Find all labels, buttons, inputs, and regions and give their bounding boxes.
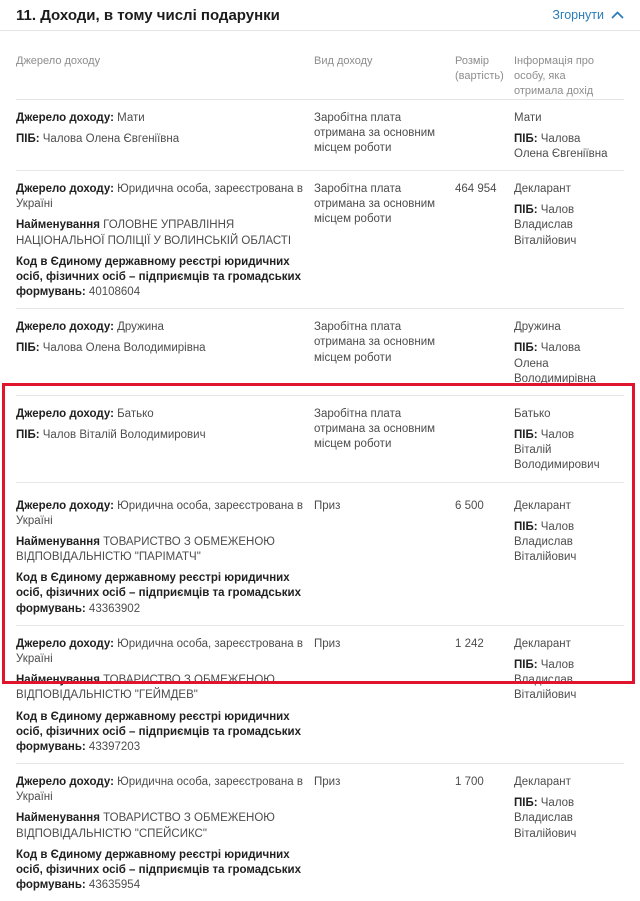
source-value: Юридична особа, зареєстрована в Україні: [16, 499, 303, 527]
column-header-type: Вид доходу: [314, 55, 373, 67]
amount-cell: 464 954: [455, 183, 497, 196]
table-row: [16, 396, 624, 483]
source-label: Джерело доходу:: [16, 321, 114, 334]
source-value: 43635954: [88, 879, 141, 892]
source-label: Код в Єдиному державному реєстрі юридичних осіб, фізичних осіб – підприємців та громадських формувань:: [16, 572, 302, 615]
section-title: 11. Доходи, в тому числі подарунки: [16, 6, 280, 24]
recipient-relation: Декларант: [514, 776, 571, 789]
source-value: ТОВАРИСТВО З ОБМЕЖЕНОЮ ВІДПОВІДАЛЬНІСТЮ "ГЕЙМДЕВ": [16, 674, 275, 702]
recipient-cell: [514, 499, 624, 625]
income-source-cell: [16, 182, 314, 308]
source-label: Джерело доходу:: [16, 183, 114, 196]
recipient-name: Чалова Олена Євгеніївна: [514, 132, 608, 160]
recipient-pib-label: ПІБ:: [514, 659, 538, 671]
income-type-cell: Заробітна плата отримана за основним місцем роботи: [314, 321, 436, 364]
source-value: Батько: [117, 407, 154, 420]
source-label: Джерело доходу:: [16, 499, 114, 512]
recipient-cell: [514, 182, 624, 308]
table-row: [16, 626, 624, 764]
income-source-cell: [16, 111, 314, 171]
income-type-cell: Приз: [314, 499, 341, 512]
recipient-cell: [514, 320, 624, 395]
recipient-name: Чалов Владислав Віталійович: [514, 520, 577, 564]
source-value: 40108604: [88, 286, 141, 299]
income-type-cell: Приз: [314, 637, 341, 650]
source-value: ТОВАРИСТВО З ОБМЕЖЕНОЮ ВІДПОВІДАЛЬНІСТЮ "СПЕЙСИКС": [16, 812, 275, 840]
table-row: [16, 764, 624, 901]
source-value: 43397203: [88, 740, 141, 753]
recipient-pib-label: ПІБ:: [514, 520, 538, 533]
column-header-amount: Розмір (вартість): [455, 55, 504, 82]
source-label: Найменування: [16, 812, 100, 825]
source-value: Чалова Олена Євгеніївна: [42, 132, 180, 145]
source-label: Джерело доходу:: [16, 111, 114, 124]
source-label: Джерело доходу:: [16, 776, 114, 789]
amount-cell: 1 242: [455, 637, 484, 650]
source-label: Найменування: [16, 219, 100, 232]
source-label: Код в Єдиному державному реєстрі юридичних осіб, фізичних осіб – підприємців та громадських формувань:: [16, 255, 302, 299]
income-type-cell: Заробітна плата отримана за основним місцем роботи: [314, 183, 436, 226]
income-source-cell: [16, 637, 314, 763]
table-row: [16, 483, 624, 626]
source-value: Дружина: [117, 321, 164, 334]
amount-cell: [455, 111, 514, 171]
table-row: [16, 100, 624, 172]
column-header-recipient: Інформація про особу, яка отримала дохід: [514, 55, 595, 97]
table-row: [16, 171, 624, 309]
source-value: Юридична особа, зареєстрована в Україні: [16, 776, 303, 804]
source-value: Чалова Олена Володимирівна: [42, 342, 206, 355]
amount-cell: [455, 407, 514, 482]
amount-cell: 1 700: [455, 776, 484, 789]
recipient-relation: Мати: [514, 111, 542, 124]
recipient-name: Чалов Віталій Володимирович: [514, 429, 600, 472]
collapse-button-label: Згорнути: [552, 8, 604, 22]
income-type-cell: Приз: [314, 776, 341, 789]
income-source-cell: [16, 407, 314, 482]
recipient-cell: [514, 407, 624, 482]
income-source-cell: [16, 775, 314, 901]
source-label: Джерело доходу:: [16, 407, 114, 420]
recipient-relation: Дружина: [514, 321, 561, 334]
recipient-pib-label: ПІБ:: [514, 342, 538, 355]
section-header: [0, 0, 640, 31]
source-value: Юридична особа, зареєстрована в Україні: [16, 637, 303, 665]
recipient-pib-label: ПІБ:: [514, 797, 538, 810]
income-source-cell: [16, 320, 314, 395]
source-label: Код в Єдиному державному реєстрі юридичних осіб, фізичних осіб – підприємців та громадських формувань:: [16, 710, 302, 753]
recipient-pib-label: ПІБ:: [514, 204, 538, 217]
income-table: [0, 31, 640, 901]
source-label: ПІБ:: [16, 342, 40, 355]
recipient-cell: [514, 775, 624, 901]
table-header-row: [16, 31, 624, 100]
source-label: ПІБ:: [16, 132, 40, 145]
source-label: Код в Єдиному державному реєстрі юридичних осіб, фізичних осіб – підприємців та громадських формувань:: [16, 848, 302, 892]
recipient-name: Чалов Владислав Віталійович: [514, 204, 577, 247]
column-header-source: Джерело доходу: [16, 55, 101, 67]
source-value: Юридична особа, зареєстрована в Україні: [16, 183, 303, 211]
recipient-relation: Декларант: [514, 637, 571, 650]
income-type-cell: Заробітна плата отримана за основним місцем роботи: [314, 111, 436, 154]
collapse-button[interactable]: [552, 8, 624, 22]
source-value: Чалов Віталій Володимирович: [42, 429, 206, 442]
source-value: 43363902: [88, 602, 141, 615]
table-row: [16, 309, 624, 396]
income-source-cell: [16, 499, 314, 625]
recipient-name: Чалов Владислав Віталійович: [514, 659, 577, 702]
recipient-cell: [514, 111, 624, 171]
source-value: Мати: [117, 111, 145, 124]
recipient-relation: Декларант: [514, 499, 571, 512]
chevron-up-icon: [611, 8, 624, 22]
recipient-name: Чалов Владислав Віталійович: [514, 797, 577, 840]
recipient-relation: Батько: [514, 407, 551, 420]
income-type-cell: Заробітна плата отримана за основним місцем роботи: [314, 407, 436, 451]
recipient-cell: [514, 637, 624, 763]
source-label: Найменування: [16, 674, 100, 687]
source-label: Джерело доходу:: [16, 637, 114, 650]
amount-cell: 6 500: [455, 499, 484, 512]
recipient-pib-label: ПІБ:: [514, 429, 538, 442]
source-label: Найменування: [16, 535, 100, 548]
recipient-name: Чалова Олена Володимирівна: [514, 342, 597, 385]
source-label: ПІБ:: [16, 429, 40, 442]
source-value: ТОВАРИСТВО З ОБМЕЖЕНОЮ ВІДПОВІДАЛЬНІСТЮ "ПАРІМАТЧ": [16, 535, 275, 564]
recipient-relation: Декларант: [514, 183, 571, 196]
recipient-pib-label: ПІБ:: [514, 132, 538, 145]
amount-cell: [455, 320, 514, 395]
source-value: ГОЛОВНЕ УПРАВЛІННЯ НАЦІОНАЛЬНОЇ ПОЛІЦІЇ У ВОЛИНСЬКІЙ ОБЛАСТІ: [16, 219, 292, 247]
